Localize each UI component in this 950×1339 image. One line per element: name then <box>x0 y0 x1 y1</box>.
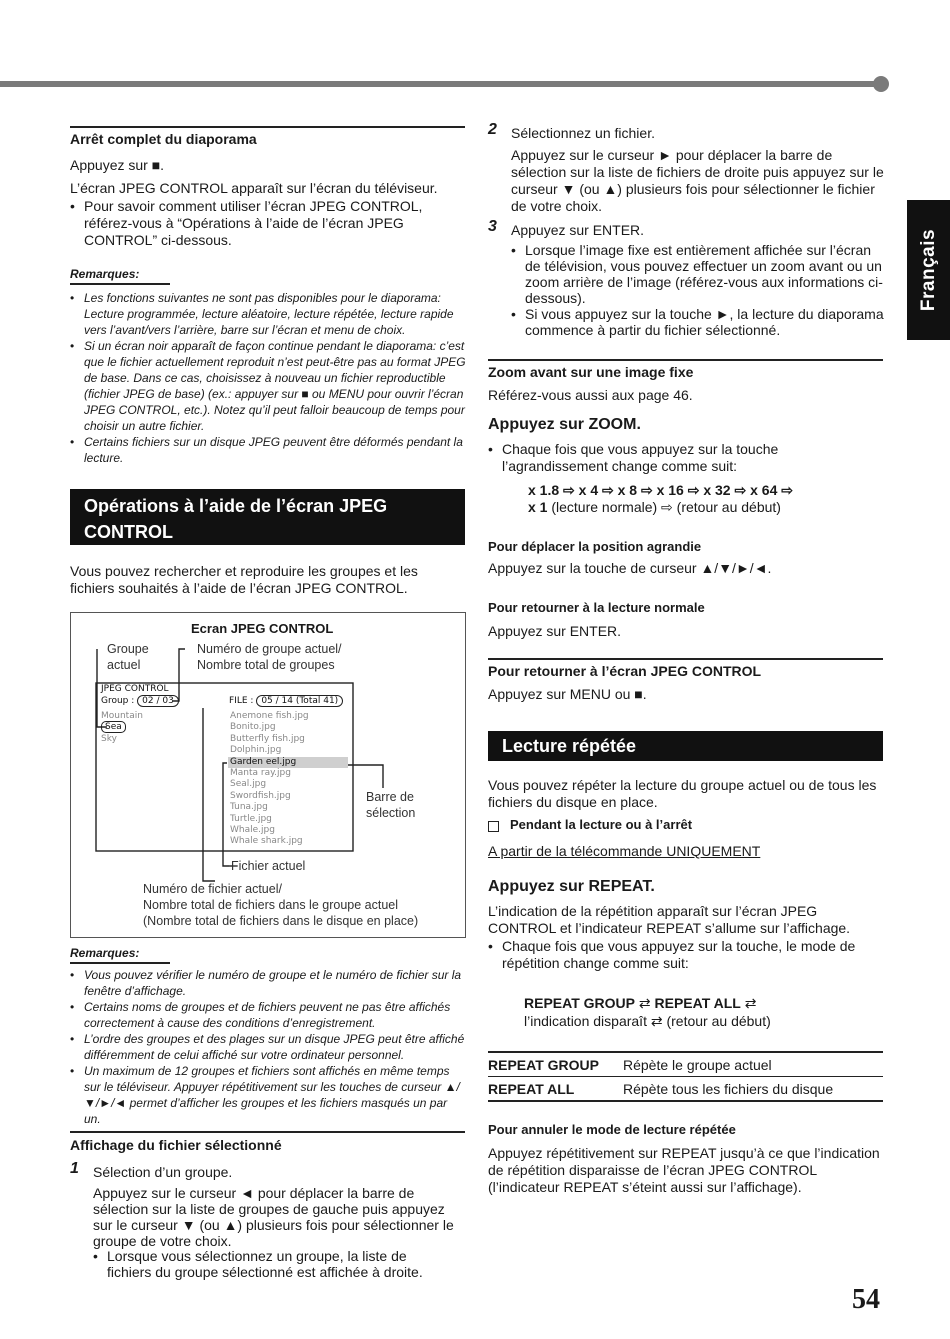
zoom-sequence-1: x 1.8 ⇨ x 4 ⇨ x 8 ⇨ x 16 ⇨ x 32 ⇨ x 64 ⇨ <box>528 482 793 498</box>
repeat-banner <box>488 731 883 761</box>
section-rule <box>70 126 465 128</box>
remarks2-underline <box>70 962 170 964</box>
repeat-bullet: • Chaque fois que vous appuyez sur la touche, le mode de répétition change comme suit: <box>488 938 878 972</box>
group-item[interactable]: Mountain <box>101 711 143 721</box>
display-heading: Affichage du fichier sélectionné <box>70 1137 282 1153</box>
remark-item: • Si un écran noir apparaît de façon continue pendant le diaporama: c’est que le fichier actuellement reproduit n’est peut-être pas au format JPEG de base. Dans ce cas, choisissez à nouveau un fichier reproductible (fichier JPEG de base) (ex.: appuyer sur ■ ou MENU pour ouvrir l’écran JPEG CONTROL, etc.). Notez qu’il peut falloir beaucoup de temps pour choisir un autre fichier. <box>70 338 466 434</box>
file-item-selected[interactable]: Garden eel.jpg <box>230 756 297 767</box>
table-bottom-rule <box>488 1100 883 1102</box>
label-current-group-l2: actuel <box>107 658 141 672</box>
file-item[interactable]: Tuna.jpg <box>230 802 268 813</box>
zoom-bullet: • Chaque fois que vous appuyez sur la touche l’agrandissement change comme suit: <box>488 441 868 475</box>
repeat-intro: Vous pouvez répéter la lecture du groupe actuel ou de tous les fichiers du disque en place. <box>488 777 877 810</box>
label-current-file: Fichier actuel <box>231 859 306 873</box>
ops-intro: Vous pouvez rechercher et reproduire les groupes et les fichiers souhaités à l’aide de l’écran JPEG CONTROL. <box>70 563 418 596</box>
top-rule <box>0 81 878 87</box>
remarks2-list <box>70 967 466 1127</box>
repeat-during: Pendant la lecture ou à l’arrêt <box>510 817 693 832</box>
remark-item: • L’ordre des groupes et des plages sur un disque JPEG peut être affiché différemment de celui affiché sur votre ordinateur personnel. <box>70 1031 466 1063</box>
zoom-press: Appuyez sur ZOOM. <box>488 416 641 433</box>
step3-bullet: • Lorsque l’image fixe est entièrement affichée sur l’écran de télévision, vous pouvez effectuer un zoom avant ou un zoom arrière de l’image (référez-vous aux informations ci-dessous). <box>511 242 886 306</box>
label-group-number <box>197 641 342 673</box>
page-number: 54 <box>852 1284 880 1315</box>
step2-body: Appuyez sur le curseur ► pour déplacer la barre de sélection sur la liste de fichiers de droite puis appuyez sur le curseur ▼ (ou ▲) plusieurs fois pour sélectionner le fichier de votre choix. <box>511 147 884 214</box>
file-list <box>230 711 309 848</box>
step1-bullet: • Lorsque vous sélectionnez un groupe, la liste de fichiers du groupe sélectionné est affichée à droite. <box>93 1248 453 1280</box>
file-item[interactable]: Whale.jpg <box>230 825 275 836</box>
remark-item: • Certains fichiers sur un disque JPEG peuvent être déformés pendant la lecture. <box>70 434 466 466</box>
stop-bullets <box>70 198 455 249</box>
repeat-press: Appuyez sur REPEAT. <box>488 878 655 895</box>
back-text: Appuyez sur MENU ou ■. <box>488 686 647 702</box>
table-mid-rule <box>488 1076 883 1077</box>
zoom-sequence-x1: x 1 <box>528 499 548 515</box>
step3-bullets <box>511 242 886 338</box>
table-value: Répète tous les fichiers du disque <box>623 1081 834 1097</box>
step3-title: Appuyez sur ENTER. <box>511 222 645 238</box>
zoom-heading: Zoom avant sur une image fixe <box>488 364 694 380</box>
stop-bullet: • Pour savoir comment utiliser l’écran JPEG CONTROL, référez-vous à “Opérations à l’aide de l’écran JPEG CONTROL” ci-dessous. <box>70 198 455 249</box>
normal-text: Appuyez sur ENTER. <box>488 623 622 639</box>
group-item[interactable]: Sky <box>101 733 117 744</box>
remark-item: • Un maximum de 12 groupes et fichiers sont affichés en même temps sur le téléviseur. Appuyer répétitivement sur les touches de curseur ▲/▼/►/◄ permet d’afficher les groupes et les fichiers masqués un par un. <box>70 1063 466 1127</box>
section-rule <box>70 1131 465 1133</box>
file-item[interactable]: Anemone fish.jpg <box>230 711 309 721</box>
step1-bullets <box>93 1248 453 1280</box>
language-tab <box>907 200 950 340</box>
screen-title: JPEG CONTROL <box>101 684 169 694</box>
remark-item: • Certains noms de groupes et de fichiers peuvent ne pas être affichés correctement à cause des conditions d’enregistrement. <box>70 999 466 1031</box>
label-current-group-l1: Groupe <box>107 642 149 656</box>
table-key: REPEAT ALL <box>488 1081 575 1097</box>
label-file-number <box>143 881 418 929</box>
file-item[interactable]: Dolphin.jpg <box>230 745 282 756</box>
section-rule <box>488 359 883 361</box>
zoom-sequence-2 <box>528 499 781 516</box>
remark-item: • Vous pouvez vérifier le numéro de groupe et le numéro de fichier sur la fenêtre d’affichage. <box>70 967 466 999</box>
cycle-arrow-icon: ⇄ <box>650 1013 663 1029</box>
repeat-banner-title: Lecture répétée <box>502 736 637 756</box>
label-group-number-l2: Nombre total de groupes <box>197 658 335 672</box>
step2-title: Sélectionnez un fichier. <box>511 125 655 141</box>
cycle-arrow-icon: ⇄ <box>744 995 757 1011</box>
zoom-bullets <box>488 441 868 475</box>
table-key: REPEAT GROUP <box>488 1057 599 1073</box>
remarks2-title: Remarques: <box>70 946 140 960</box>
group-prefix: Group : <box>101 696 135 706</box>
checkbox-icon <box>488 821 499 832</box>
file-item[interactable]: Seal.jpg <box>230 779 267 790</box>
step-number: 2 <box>488 121 497 138</box>
top-rule-dot <box>873 76 889 92</box>
label-selection-bar <box>366 789 415 821</box>
cancel-text: Appuyez répétitivement sur REPEAT jusqu’à ce que l’indication de répétition disparaisse de l’écran JPEG CONTROL (l’indicateur REPEAT s’éteint aussi sur l’affichage). <box>488 1145 880 1195</box>
stop-press: Appuyez sur ■. <box>70 157 165 173</box>
table-value: Répète le groupe actuel <box>623 1057 772 1073</box>
group-counter: 02 / 03 <box>137 695 179 707</box>
step-number: 1 <box>70 1160 79 1177</box>
group-list <box>101 711 143 745</box>
file-counter: 05 / 14 (Total 41) <box>256 695 343 707</box>
repeat-paragraph: L’indication de la répétition apparaît sur l’écran JPEG CONTROL et l’indicateur REPEAT s’allume sur l’affichage. <box>488 903 851 936</box>
step-number: 3 <box>488 218 497 235</box>
file-prefix: FILE : <box>229 696 254 706</box>
move-text: Appuyez sur la touche de curseur ▲/▼/►/◄. <box>488 560 772 576</box>
step3-bullet: • Si vous appuyez sur la touche ►, la lecture du diaporama commence à partir du fichier sélectionné. <box>511 306 886 338</box>
repeat-bullets <box>488 938 878 972</box>
diagram-title: Ecran JPEG CONTROL <box>191 621 334 636</box>
jpeg-control-diagram <box>70 612 466 938</box>
file-item[interactable]: Whale shark.jpg <box>230 836 303 847</box>
screen-group-row <box>101 696 179 707</box>
cycle-arrow-icon: ⇄ <box>638 995 651 1011</box>
repeat-cycle-2 <box>524 1013 771 1030</box>
stop-heading: Arrêt complet du diaporama <box>70 131 257 147</box>
remark-item: • Les fonctions suivantes ne sont pas disponibles pour le diaporama: Lecture programmée, lecture aléatoire, lecture répétée, lecture rapide vers l’avant/vers l’arrière, barre sur l’écran et menu de choix. <box>70 290 466 338</box>
cycle-off: l’indication disparaît <box>524 1013 647 1029</box>
move-heading: Pour déplacer la position agrandie <box>488 539 702 554</box>
group-item-selected[interactable]: Sea <box>101 721 126 733</box>
file-item[interactable]: Swordfish.jpg <box>230 790 291 801</box>
file-item[interactable]: Turtle.jpg <box>230 813 272 824</box>
label-selection-bar-l2: sélection <box>366 806 416 820</box>
remarks-title: Remarques: <box>70 267 140 281</box>
label-selection-bar-l1: Barre de <box>366 790 414 804</box>
step1-title: Sélection d’un groupe. <box>93 1164 233 1180</box>
cancel-heading: Pour annuler le mode de lecture répétée <box>488 1122 736 1137</box>
ops-banner <box>70 489 465 545</box>
repeat-remote: A partir de la télécommande UNIQUEMENT <box>488 843 761 859</box>
remarks-list <box>70 290 466 466</box>
label-file-number-l2: Nombre total de fichiers dans le groupe actuel <box>143 898 399 912</box>
zoom-sequence-rest: (lecture normale) ⇨ (retour au début) <box>547 499 781 515</box>
file-item[interactable]: Bonito.jpg <box>230 722 276 733</box>
remarks-underline <box>70 283 170 285</box>
label-file-number-l1: Numéro de fichier actuel/ <box>143 882 282 896</box>
cycle-repeat-group: REPEAT GROUP <box>524 995 635 1011</box>
cycle-back: (retour au début) <box>666 1013 771 1029</box>
repeat-cycle-1 <box>524 995 756 1012</box>
cycle-repeat-all: REPEAT ALL <box>654 995 741 1011</box>
label-group-number-l1: Numéro de groupe actuel/ <box>197 642 342 656</box>
label-current-group <box>107 641 149 673</box>
ops-banner-title: Opérations à l’aide de l’écran JPEG CONTROL <box>84 496 388 542</box>
back-heading: Pour retourner à l’écran JPEG CONTROL <box>488 663 762 679</box>
label-file-number-l3: (Nombre total de fichiers dans le disque en place) <box>143 914 419 928</box>
normal-heading: Pour retourner à la lecture normale <box>488 600 705 615</box>
table-top-rule <box>488 1051 883 1053</box>
step1-body: Appuyez sur le curseur ◄ pour déplacer la barre de sélection sur la liste de groupes de gauche puis appuyez sur le curseur ▼ (ou ▲) plusieurs fois pour sélectionner le groupe de votre choix. <box>93 1185 454 1249</box>
stop-paragraph: L’écran JPEG CONTROL apparaît sur l’écran du téléviseur. <box>70 180 438 196</box>
file-item[interactable]: Manta ray.jpg <box>230 768 291 779</box>
screen-file-row <box>229 696 343 707</box>
file-item[interactable]: Butterfly fish.jpg <box>230 733 305 744</box>
language-tab-label: Français <box>917 228 939 312</box>
section-rule <box>488 658 883 660</box>
zoom-ref: Référez-vous aussi aux page 46. <box>488 387 693 403</box>
